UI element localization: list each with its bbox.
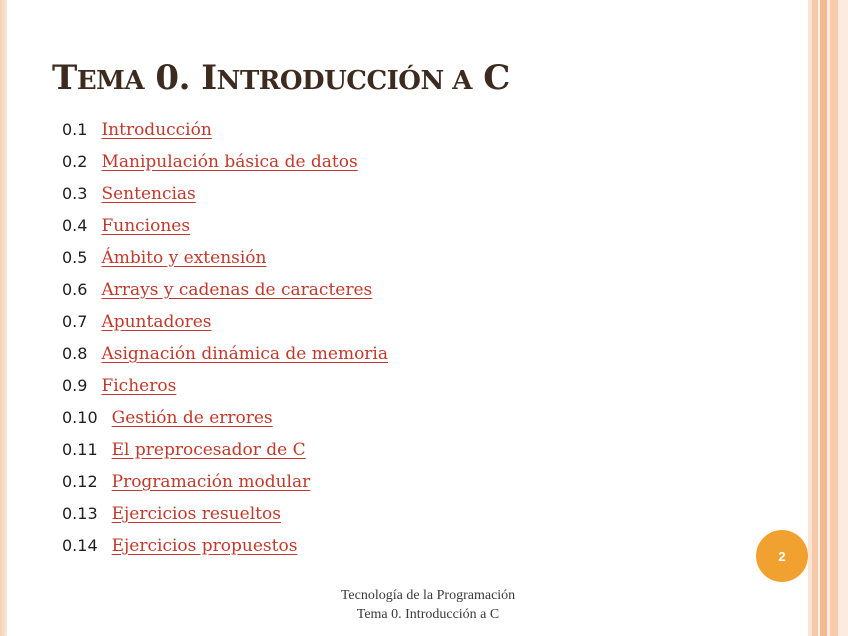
toc-number: 0.4 bbox=[62, 216, 88, 235]
toc-item bbox=[62, 533, 388, 565]
toc-link-ficheros[interactable]: Ficheros bbox=[101, 376, 177, 396]
footer-line-topic: Tema 0. Introducción a C bbox=[356, 607, 500, 622]
toc-item bbox=[62, 277, 388, 309]
toc-item bbox=[62, 181, 388, 213]
toc-item bbox=[62, 213, 388, 245]
toc-number: 0.13 bbox=[62, 504, 98, 523]
toc-link-funciones[interactable]: Funciones bbox=[101, 216, 191, 236]
toc-link-asignacion[interactable]: Asignación dinámica de memoria bbox=[101, 344, 389, 364]
toc-link-ambito[interactable]: Ámbito y extensión bbox=[101, 248, 267, 268]
toc-link-manipulacion[interactable]: Manipulación básica de datos bbox=[101, 152, 358, 172]
toc-number: 0.8 bbox=[62, 344, 88, 363]
page-number-badge: 2 bbox=[756, 530, 808, 582]
toc-link-ejercicios-resueltos[interactable]: Ejercicios resueltos bbox=[111, 504, 281, 524]
toc-link-introduccion[interactable]: Introducción bbox=[101, 120, 212, 140]
title-cap-i: I bbox=[201, 58, 217, 98]
footer-line-course: Tecnología de la Programación bbox=[340, 588, 516, 603]
toc-item bbox=[62, 149, 388, 181]
toc-link-ejercicios-propuestos[interactable]: Ejercicios propuestos bbox=[111, 536, 298, 556]
toc-item bbox=[62, 469, 388, 501]
right-decorative-strip bbox=[838, 0, 848, 636]
toc-number: 0.10 bbox=[62, 408, 98, 427]
title-cap-t: T bbox=[52, 58, 77, 98]
toc-link-preprocesador[interactable]: El preprocesador de C bbox=[111, 440, 306, 460]
toc-number: 0.11 bbox=[62, 440, 98, 459]
toc-number: 0.5 bbox=[62, 248, 88, 267]
title-number: 0. bbox=[144, 58, 202, 98]
toc-item bbox=[62, 373, 388, 405]
toc-item bbox=[62, 501, 388, 533]
toc-item bbox=[62, 245, 388, 277]
toc-number: 0.12 bbox=[62, 472, 98, 491]
toc-item bbox=[62, 117, 388, 149]
toc-link-apuntadores[interactable]: Apuntadores bbox=[101, 312, 212, 332]
toc-number: 0.6 bbox=[62, 280, 88, 299]
footer bbox=[300, 586, 556, 624]
right-decorative-strip bbox=[830, 0, 838, 636]
slide-title bbox=[52, 58, 510, 98]
toc-link-sentencias[interactable]: Sentencias bbox=[101, 184, 196, 204]
toc-number: 0.1 bbox=[62, 120, 88, 139]
toc-number: 0.14 bbox=[62, 536, 98, 555]
right-decorative-strip bbox=[820, 0, 827, 636]
toc-item bbox=[62, 437, 388, 469]
left-decorative-strip bbox=[0, 0, 7, 636]
toc-link-programacion-modular[interactable]: Programación modular bbox=[111, 472, 311, 492]
toc-number: 0.2 bbox=[62, 152, 88, 171]
toc-number: 0.7 bbox=[62, 312, 88, 331]
toc-item bbox=[62, 341, 388, 373]
title-small-caps-ema: EMA bbox=[76, 66, 145, 96]
table-of-contents bbox=[62, 117, 388, 565]
toc-link-gestion-errores[interactable]: Gestión de errores bbox=[111, 408, 273, 428]
title-c: C bbox=[471, 58, 510, 98]
toc-link-arrays[interactable]: Arrays y cadenas de caracteres bbox=[101, 280, 373, 300]
toc-number: 0.3 bbox=[62, 184, 88, 203]
toc-item bbox=[62, 405, 388, 437]
toc-item bbox=[62, 309, 388, 341]
title-small-caps-rest: NTRODUCCIÓN A bbox=[216, 66, 472, 96]
toc-number: 0.9 bbox=[62, 376, 88, 395]
